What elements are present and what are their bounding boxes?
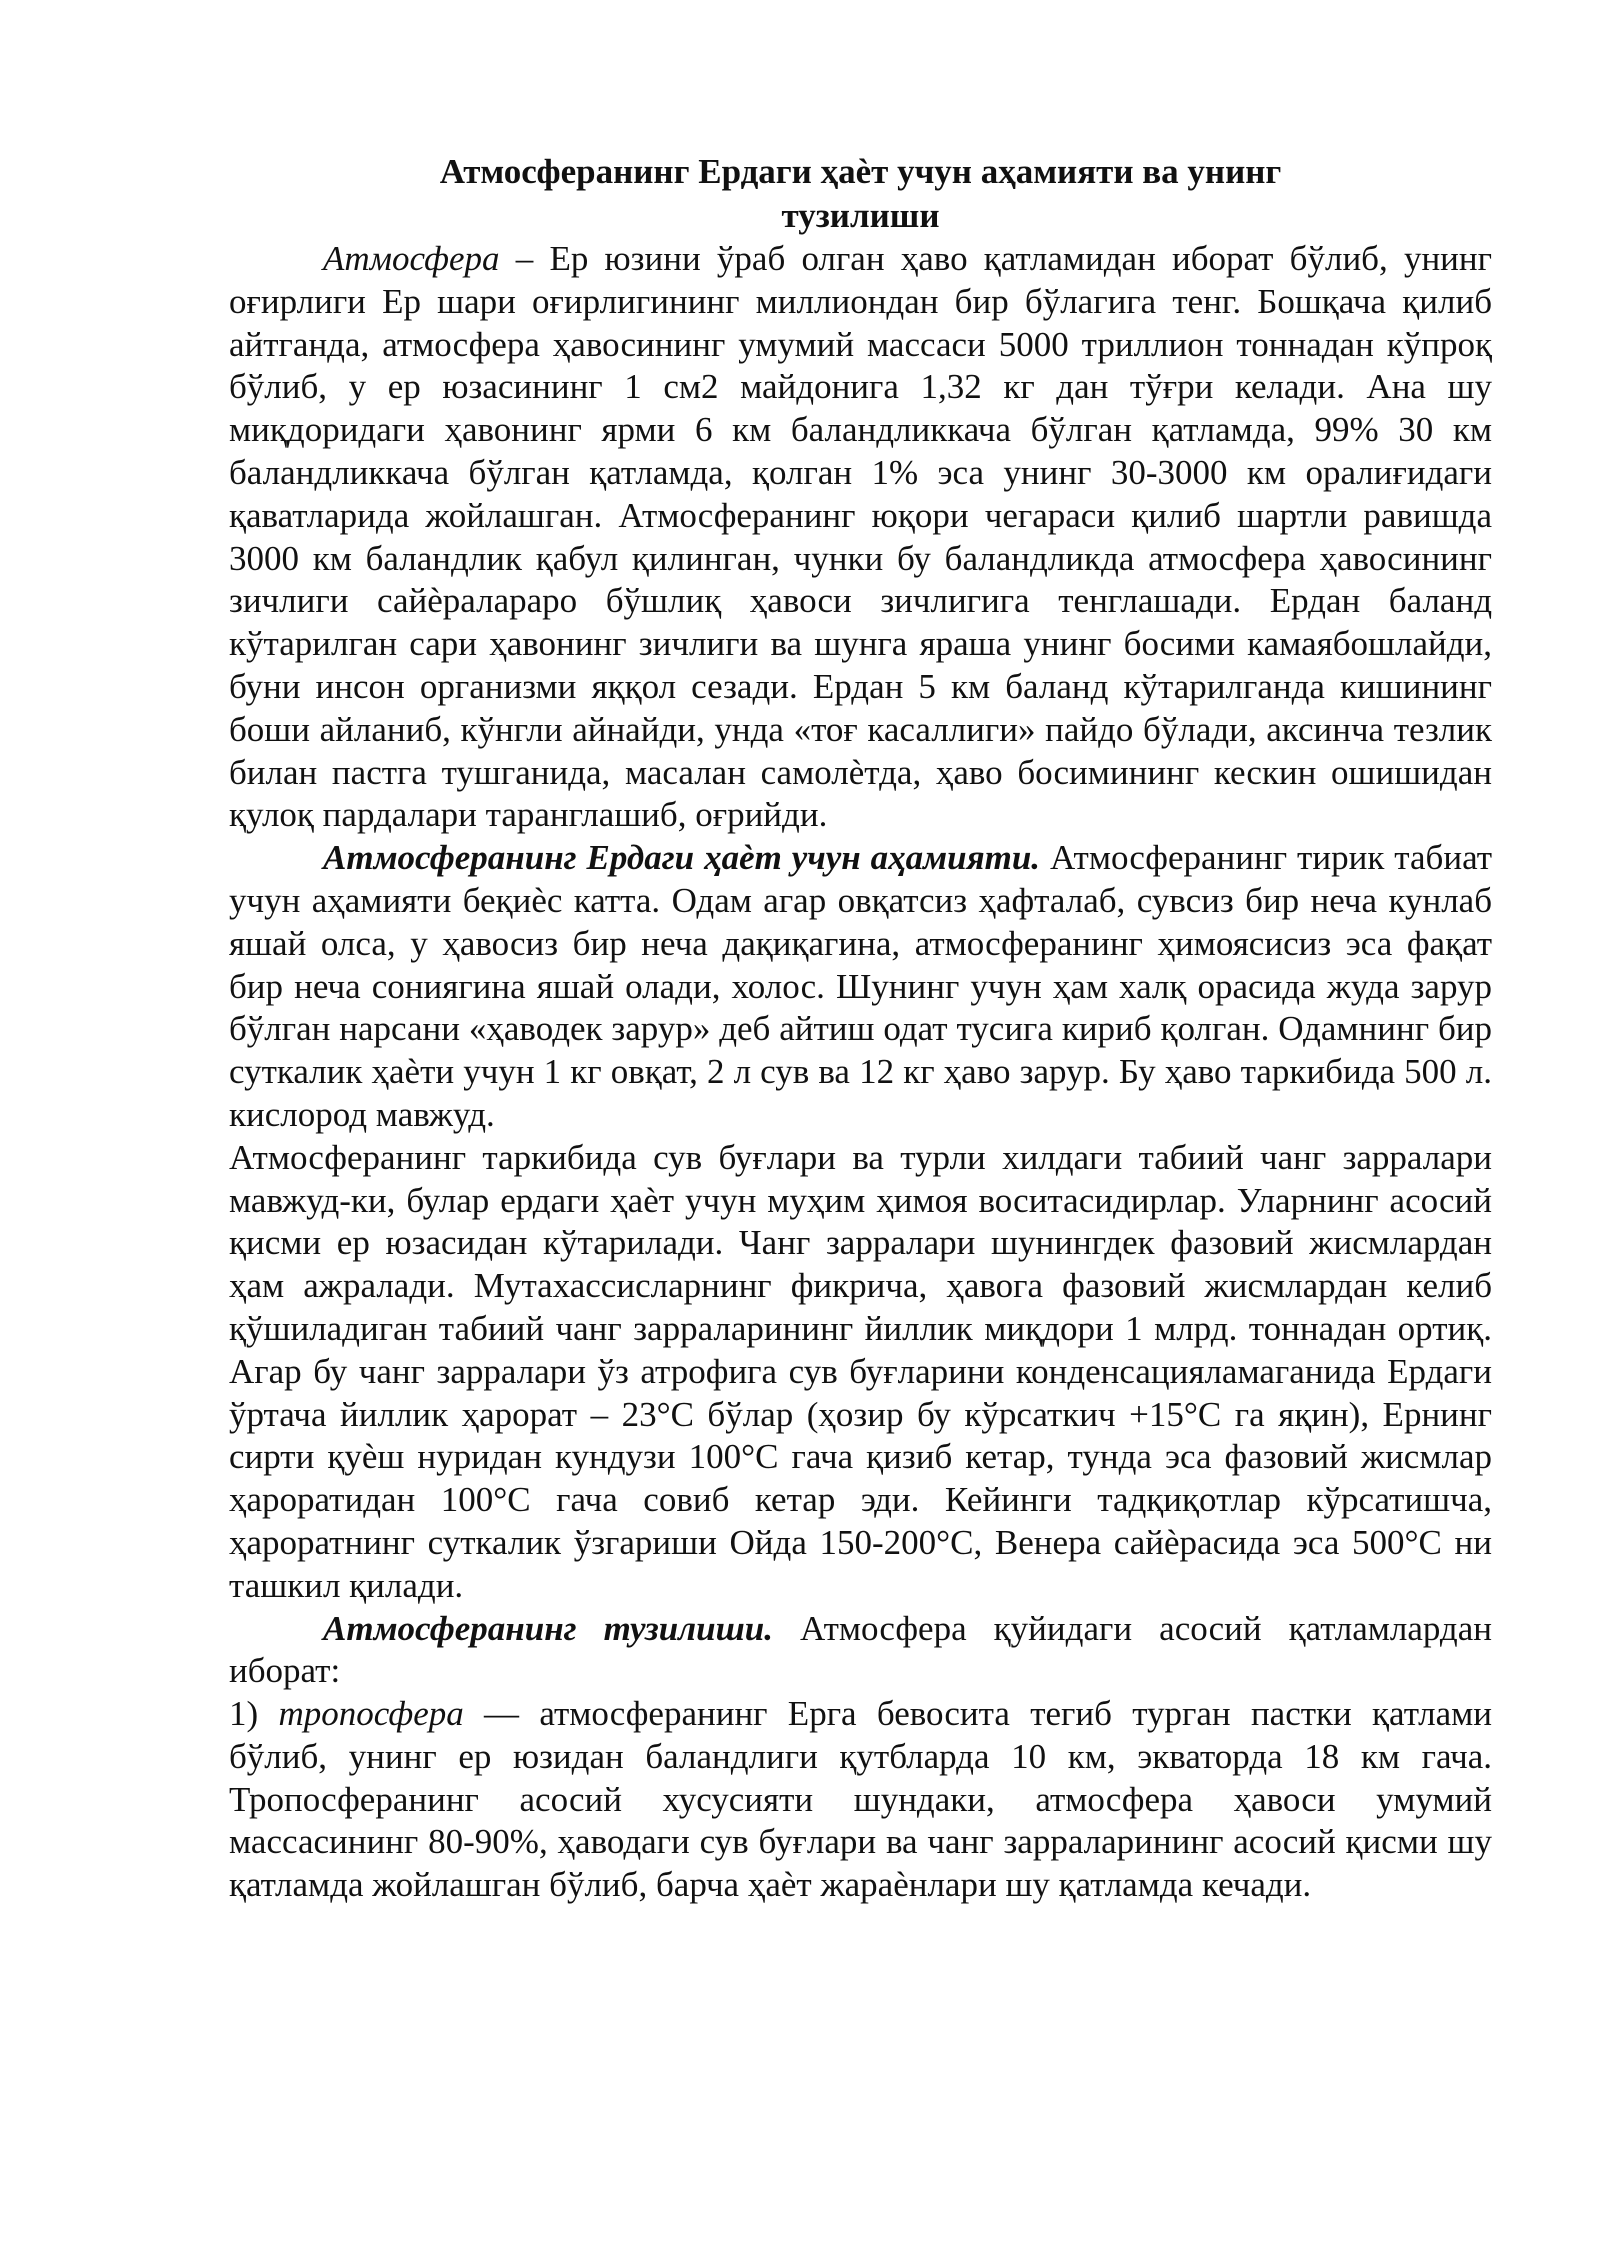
term-atmosphere: Атмосфера (323, 239, 500, 278)
term-troposphere: тропосфера (278, 1694, 464, 1734)
list-item-troposphere-text: — атмосферанинг Ерга бевосита тегиб турган пастки қатлами бўлиб, унинг ер юзидан баландлиги қутбларда 10 км, экваторда 18 км гача. Тропосферанинг асосий хусусияти шундаки, атмосфера ҳавоси умумий массасининг 80-90%, ҳаводаги сув буғлари ва чанг зарраларининг асосий қисми шу қатламда жойлашган бўлиб, барча ҳаѐт жараѐнлари шу қатламда кечади. (229, 1694, 1492, 1905)
paragraph-structure (229, 1608, 1492, 1694)
paragraph-intro-text: – Ер юзини ўраб олган ҳаво қатламидан иборат бўлиб, унинг оғирлиги Ер шари оғирлигининг миллиондан бир бўлагига тенг. Бошқача қилиб айтганда, атмосфера ҳавосининг умумий массаси 5000 триллион тоннадан кўпроқ бўлиб, у ер юзасининг 1 см2 майдонига 1,32 кг дан тўғри келади. Ана шу миқдоридаги ҳавонинг ярми 6 км баландликкача бўлган қатламда, 99% 30 км баландликкача бўлган қатламда, қолган 1% эса унинг 30-3000 км оралиғидаги қаватларида жойлашган. Атмосферанинг юқори чегараси қилиб шартли равишда 3000 км баландлик қабул қилинган, чунки бу баландликда атмосфера ҳавосининг зичлиги сайѐралараро бўшлиқ ҳавоси зичлигига тенглашади. Ердан баланд кўтарилган сари ҳавонинг зичлиги ва шунга яраша унинг босими камаябошлайди, буни инсон организми яққол сезади. Ердан 5 км баланд кўтарилганда кишининг боши айланиб, кўнгли айнайди, унда «тоғ касаллиги» пайдо бўлади, аксинча тезлик билан пастга тушганида, масалан самолѐтда, ҳаво босимининг кескин ошишидан қулоқ пардалари таранглашиб, оғрийди. (229, 239, 1492, 835)
paragraph-importance-text: Атмосферанинг тирик табиат учун аҳамияти беқиѐс катта. Одам агар овқатсиз ҳафталаб, сувсиз бир неча кунлаб яшай олса, у ҳавосиз бир неча дақиқагина, атмосферанинг ҳимоясисиз эса фақат бир неча сониягина яшай олади, холос. Шунинг учун ҳам халқ орасида жуда зарур бўлган нарсани «ҳаводек зарур» деб айтиш одат тусига кириб қолган. Одамнинг бир суткалик ҳаѐти учун 1 кг овқат, 2 л сув ва 12 кг ҳаво зарур. Бу ҳаво таркибида 500 л. кислород мавжуд. (229, 838, 1492, 1134)
list-item-number: 1) (229, 1694, 279, 1734)
paragraph-intro (229, 238, 1492, 837)
paragraph-dust (229, 1137, 1492, 1608)
paragraph-structure-text: Атмосфера қуйидаги асосий қатламлардан иборат: (229, 1608, 1492, 1691)
section-heading-importance: Атмосферанинг Ердаги ҳаѐт учун аҳамияти. (323, 838, 1041, 878)
document-title (229, 150, 1492, 238)
paragraph-importance (229, 837, 1492, 1137)
section-heading-structure: Атмосферанинг тузилиши. (323, 1608, 773, 1648)
title-line-1: Атмосферанинг Ердаги ҳаѐт учун аҳамияти ва унинг (439, 152, 1282, 191)
document-page (229, 150, 1492, 1907)
title-line-2: тузилиши (781, 196, 940, 235)
paragraph-dust-text: Атмосферанинг таркибида сув буғлари ва турли хилдаги табиий чанг зарралари мавжуд-ки, булар ердаги ҳаѐт учун муҳим ҳимоя воситасидирлар. Уларнинг асосий қисми ер юзасидан кўтарилади. Чанг зарралари шунингдек фазовий жисмлардан ҳам ажралади. Мутахассисларнинг фикрича, ҳавога фазовий жисмлардан келиб қўшиладиган табиий чанг зарраларининг йиллик миқдори 1 млрд. тоннадан ортиқ. Агар бу чанг зарралари ўз атрофига сув буғларини конденсацияламаганида Ердаги ўртача йиллик ҳарорат – 23°С бўлар (ҳозир бу кўрсаткич +15°С га яқин), Ернинг сирти қуѐш нуридан кундузи 100°С гача қизиб кетар, тунда эса фазовий жисмлар ҳароратидан 100°С гача совиб кетар эди. Кейинги тадқиқотлар кўрсатишча, ҳароратнинг суткалик ўзгариши Ойда 150-200°С, Венера сайѐрасида эса 500°С ни ташкил қилади. (229, 1137, 1492, 1605)
list-item-troposphere (229, 1693, 1492, 1907)
